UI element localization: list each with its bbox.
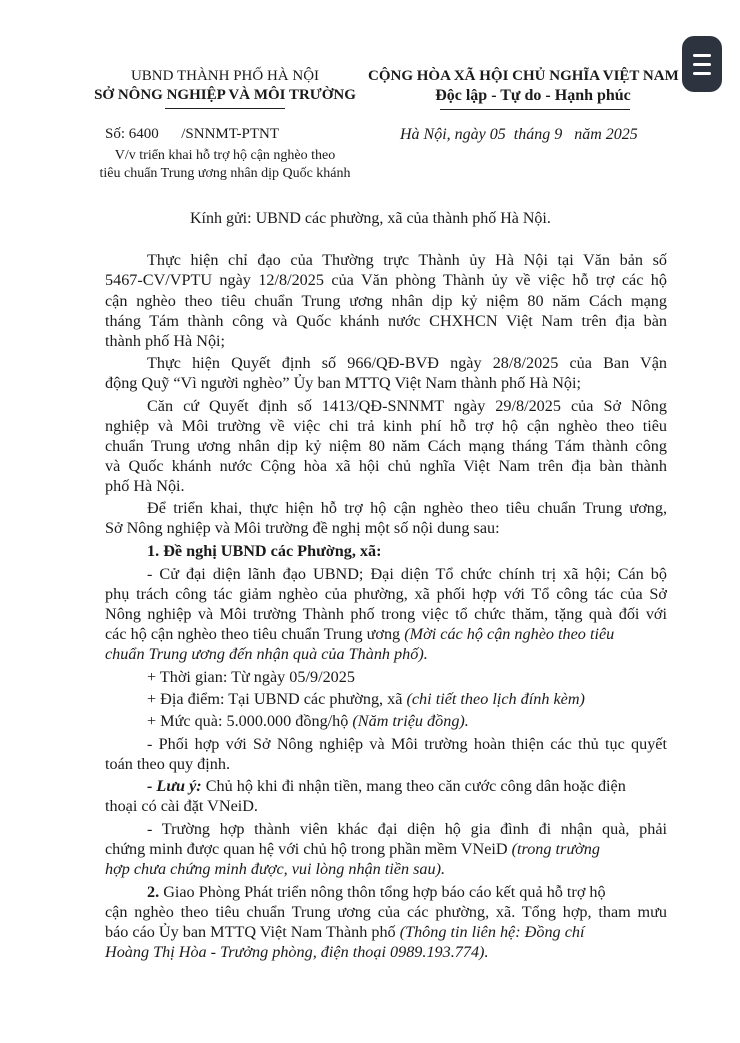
p3-line-2: nghiệp và Môi trường về việc chi trả kinh phí hỗ trợ hộ cận nghèo theo tiêu — [105, 417, 667, 435]
hamburger-menu-icon — [693, 54, 711, 57]
p4-line-1: Để triển khai, thực hiện hỗ trợ hộ cận nghèo theo tiêu chuẩn Trung ương, — [147, 499, 667, 517]
note-text: Chủ hộ khi đi nhận tiền, mang theo căn cước công dân hoặc điện — [201, 777, 626, 795]
p1-line-3: cận nghèo theo tiêu chuẩn Trung ương nhân dịp kỷ niệm 80 năm Cách mạng — [105, 292, 667, 310]
hamburger-menu-icon-bar — [693, 63, 711, 66]
s1-line-4-text: các hộ cận nghèo theo tiêu chuẩn Trung ương — [105, 625, 405, 643]
p1-line-2: 5467-CV/VPTU ngày 12/8/2025 của Văn phòng Thành ủy về việc hỗ trợ các hộ — [105, 271, 667, 289]
p3-line-5: phố Hà Nội. — [105, 477, 185, 495]
place-line — [147, 689, 585, 709]
p1-line-5: thành phố Hà Nội; — [105, 332, 226, 350]
note-line-1 — [147, 776, 667, 796]
coord-line-2: toán theo quy định. — [105, 755, 230, 773]
amount-line — [147, 711, 469, 731]
subject-line-1: V/v triển khai hỗ trợ hộ cận nghèo theo — [114, 148, 336, 163]
motto-underline — [440, 109, 630, 110]
note-line-2: thoại có cài đặt VNeiD. — [105, 797, 258, 815]
s2-line-3-text: báo cáo Ủy ban MTTQ Việt Nam Thành phố — [105, 923, 400, 941]
nation-motto: Độc lập - Tự do - Hạnh phúc — [435, 87, 631, 104]
s1-line-2: phụ trách công tác giảm nghèo của phường, xã phối hợp với Tổ công tác của Sở — [105, 585, 667, 603]
note-label: - Lưu ý: — [147, 777, 202, 795]
p3-line-1: Căn cứ Quyết định số 1413/QĐ-SNNMT ngày 29/8/2025 của Sở Nông — [147, 397, 667, 415]
s2-number: 2. — [147, 883, 160, 901]
amount-italic: (Năm triệu đồng). — [352, 712, 469, 730]
case-line-3: hợp chưa chứng minh được, vui lòng nhận tiền sau). — [105, 860, 446, 878]
agency-name-line2: SỞ NÔNG NGHIỆP VÀ MÔI TRƯỜNG — [94, 87, 356, 103]
p2-line-2: động Quỹ “Vì người nghèo” Ủy ban MTTQ Việt Nam thành phố Hà Nội; — [105, 374, 581, 392]
s1-line-4-italic: (Mời các hộ cận nghèo theo tiêu — [404, 625, 615, 643]
agency-name-line1: UBND THÀNH PHỐ HÀ NỘI — [130, 68, 320, 84]
case-line-1: - Trường hợp thành viên khác đại diện hộ gia đình đi nhận quà, phải — [147, 820, 667, 838]
p1-line-1: Thực hiện chỉ đạo của Thường trực Thành ủy Hà Nội tại Văn bản số — [147, 251, 667, 269]
section-1-title: 1. Đề nghị UBND các Phường, xã: — [147, 542, 382, 560]
agency-underline — [165, 108, 285, 109]
menu-button[interactable] — [682, 36, 722, 92]
case-line-2-italic: (trong trường — [511, 840, 600, 858]
coord-line-1: - Phối hợp với Sở Nông nghiệp và Môi trường hoàn thiện các thủ tục quyết — [147, 735, 667, 753]
place-italic: (chi tiết theo lịch đính kèm) — [406, 690, 585, 708]
s1-line-5: chuẩn Trung ương đến nhận quà của Thành phố). — [105, 645, 428, 663]
s1-line-1: - Cử đại diện lãnh đạo UBND; Đại diện Tổ chức chính trị xã hội; Cán bộ — [147, 565, 667, 583]
case-line-2-text: chứng minh được quan hệ với chủ hộ trong phần mềm VNeiD — [105, 840, 512, 858]
s1-line-3: Nông nghiệp và Môi trường Thành phố trong việc tổ chức thăm, tặng quà đối với — [105, 605, 667, 623]
s2-line-1-text: Giao Phòng Phát triển nông thôn tổng hợp báo cáo kết quả hỗ trợ hộ — [159, 883, 606, 901]
document-number: Số: 6400 /SNNMT-PTNT — [105, 126, 280, 142]
s2-line-1 — [147, 882, 606, 902]
p2-line-1: Thực hiện Quyết định số 966/QĐ-BVĐ ngày 28/8/2025 của Ban Vận — [147, 354, 667, 372]
case-line-2 — [105, 839, 600, 859]
hamburger-menu-icon-bar — [693, 72, 711, 75]
subject-line-2: tiêu chuẩn Trung ương nhân dịp Quốc khánh — [99, 166, 351, 181]
p4-line-2: Sở Nông nghiệp và Môi trường đề nghị một số nội dung sau: — [105, 519, 500, 537]
s2-line-2: cận nghèo theo tiêu chuẩn Trung ương của các phường, xã. Tổng hợp, tham mưu — [105, 903, 667, 921]
s1-line-4 — [105, 624, 614, 644]
issue-date: Hà Nội, ngày 05 tháng 9 năm 2025 — [400, 126, 638, 143]
addressee: Kính gửi: UBND các phường, xã của thành phố Hà Nội. — [190, 210, 551, 227]
s2-line-3 — [105, 922, 584, 942]
nation-name: CỘNG HÒA XÃ HỘI CHỦ NGHĨA VIỆT NAM — [368, 68, 679, 84]
s2-line-4: Hoàng Thị Hòa - Trưởng phòng, điện thoại 0989.193.774). — [105, 943, 489, 961]
p1-line-4: tháng Tám thành công và Quốc khánh nước CHXHCN Việt Nam trên địa bàn — [105, 312, 667, 330]
place-text: + Địa điểm: Tại UBND các phường, xã — [147, 690, 407, 708]
amount-text: + Mức quà: 5.000.000 đồng/hộ — [147, 712, 353, 730]
p3-line-4: và Quốc khánh nước Cộng hòa xã hội chủ nghĩa Việt Nam trên địa bàn thành — [105, 457, 667, 475]
s2-line-3-italic: (Thông tin liên hệ: Đồng chí — [399, 923, 585, 941]
time-line: + Thời gian: Từ ngày 05/9/2025 — [147, 668, 355, 686]
p3-line-3: chuẩn Trung ương nhân dịp kỷ niệm 80 năm Cách mạng tháng Tám thành công — [105, 437, 667, 455]
